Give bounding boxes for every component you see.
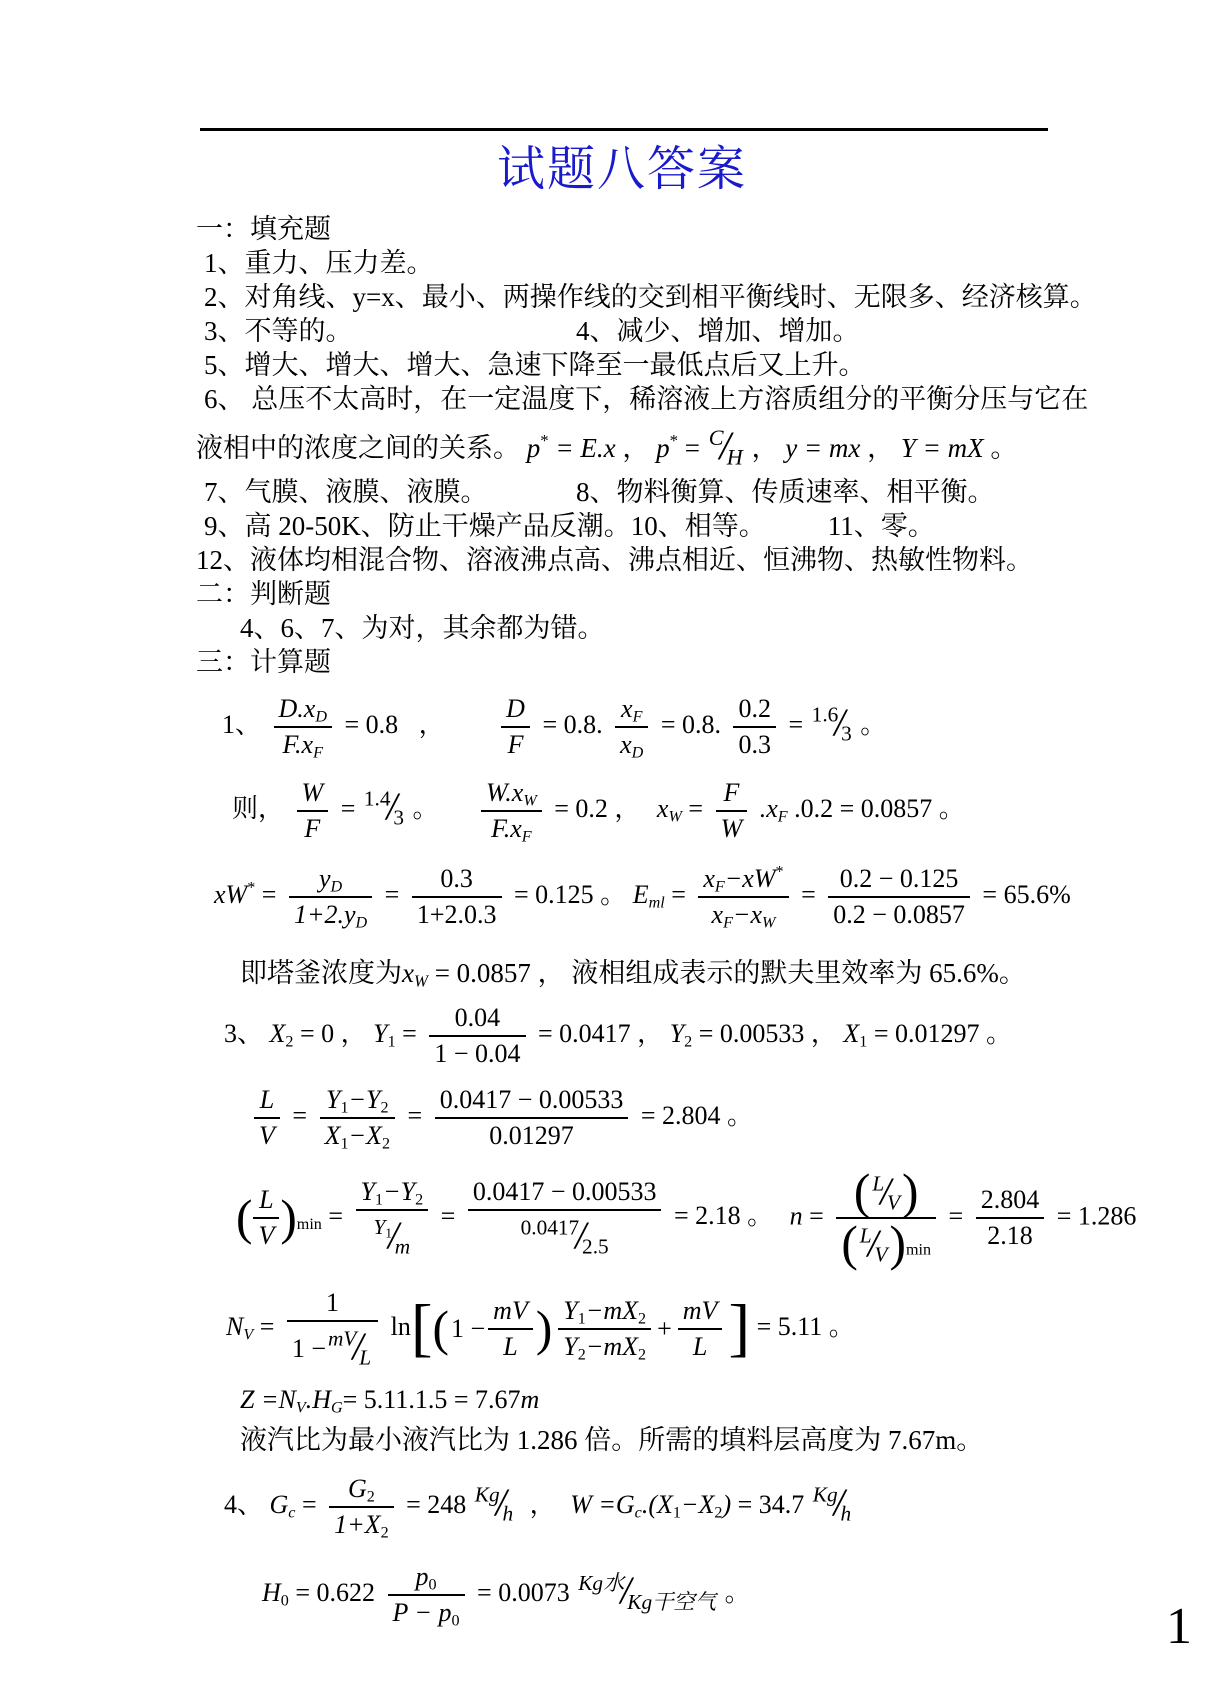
fraction xyxy=(287,1287,378,1372)
math-token: Y = mX xyxy=(900,432,984,463)
math-token: 1+2.0.3 xyxy=(416,899,497,929)
math-token: = 5.11 。 xyxy=(756,1311,855,1341)
math-token: ， xyxy=(867,432,895,463)
math-token: 1+X xyxy=(334,1510,381,1540)
math-token: m xyxy=(394,1234,411,1259)
math-token: h xyxy=(502,1501,514,1526)
fill-answer-8: 8、物料衡算、传质速率、相平衡。 xyxy=(576,476,995,507)
math-token: h xyxy=(840,1501,852,1526)
calc3-line2 xyxy=(248,1084,1048,1152)
math-token: 即塔釜浓度为 xyxy=(240,957,402,988)
calc3-line3 xyxy=(236,1168,1137,1269)
section2-header: 二：判断题 xyxy=(196,578,331,609)
fraction xyxy=(558,1295,651,1363)
parenthesized-fraction xyxy=(854,1169,919,1216)
math-token: .0.2 = 0.0857 。 xyxy=(794,793,965,823)
math-token: = xyxy=(340,793,356,823)
calc1-line2 xyxy=(232,777,1048,845)
math-token: = 1.286 xyxy=(1056,1201,1137,1231)
math-token: = xyxy=(948,1201,964,1231)
fraction xyxy=(274,693,332,761)
math-token: Kg干空气 xyxy=(627,1589,717,1614)
fraction xyxy=(836,1168,936,1269)
fraction xyxy=(716,777,748,845)
slant-fraction xyxy=(872,1169,900,1216)
slant-fraction xyxy=(813,1480,851,1527)
math-sub: D xyxy=(330,878,343,896)
slant-fraction xyxy=(373,1213,410,1260)
math-sub: W xyxy=(523,792,537,810)
math-token: y = mx xyxy=(785,432,861,463)
math-token: Kg水 xyxy=(578,1570,625,1595)
math-token: = 0.0073 xyxy=(477,1578,570,1608)
math-token: 1 − xyxy=(291,1333,327,1363)
math-token: 3 xyxy=(841,721,852,746)
calc3-conclusion: 液汽比为最小液汽比为 1.286 倍。所需的填料层高度为 7.67m。 xyxy=(240,1425,984,1456)
math-token: = xyxy=(407,1100,423,1130)
math-token: N xyxy=(278,1385,296,1415)
math-token: 液相组成表示的默夫里效率为 65.6%。 xyxy=(571,957,1026,988)
math-token: = 248 xyxy=(406,1490,467,1520)
math-token: p xyxy=(656,432,670,463)
math-sub: F xyxy=(632,708,643,726)
math-token: 。 xyxy=(412,793,439,823)
math-token: P − p xyxy=(392,1598,452,1628)
math-sup: * xyxy=(669,431,678,451)
calc1-line1 xyxy=(222,693,1048,761)
math-token: 1.6 xyxy=(811,701,839,726)
math-token: = 0.0857 ， xyxy=(434,957,565,988)
math-sub: min xyxy=(296,1215,322,1233)
math-sub: 2 xyxy=(380,1099,389,1117)
calc1-line3 xyxy=(214,863,1071,932)
math-token: 0.2 xyxy=(738,693,771,723)
math-sub: 1 xyxy=(340,1099,349,1117)
math-sub: 2 xyxy=(366,1488,375,1506)
parenthesized-expression xyxy=(433,1295,553,1363)
math-token: = xyxy=(688,793,704,823)
math-sub: 1 xyxy=(385,1226,392,1241)
math-token: 3 xyxy=(393,805,404,830)
math-token: = 2.18 。 xyxy=(673,1201,774,1231)
math-token: 0.04 xyxy=(454,1002,501,1032)
math-token: L xyxy=(859,1223,872,1248)
slant-fraction xyxy=(475,1480,513,1527)
fraction xyxy=(468,1176,662,1261)
math-sub: 2 xyxy=(380,1524,389,1542)
fraction xyxy=(412,863,502,931)
math-token: .x xyxy=(759,793,778,823)
fill-answers-7-8 xyxy=(196,475,1048,509)
math-token: mV xyxy=(682,1296,718,1326)
fraction xyxy=(356,1176,429,1261)
math-token: + xyxy=(657,1314,672,1344)
math-sub: min xyxy=(905,1241,932,1259)
fill-answer-6-line2 xyxy=(196,422,1048,471)
math-token: 0.01297 xyxy=(489,1120,574,1150)
math-sub: V xyxy=(295,1399,306,1417)
math-token: = 0.125 。 xyxy=(514,879,627,909)
slant-fraction xyxy=(709,422,743,471)
math-token: 则， xyxy=(232,793,285,823)
math-sup: * xyxy=(247,879,256,897)
math-sub: 2 xyxy=(714,1504,723,1522)
math-token: 1 xyxy=(326,1287,339,1317)
math-token: Z = xyxy=(240,1385,279,1415)
fraction xyxy=(320,1084,395,1152)
slant-fraction xyxy=(328,1324,371,1371)
calc4-line2 xyxy=(262,1561,1048,1629)
math-token: 0.0417 − 0.00533 xyxy=(472,1176,657,1206)
item-number: 3、 xyxy=(224,1018,264,1048)
math-token: L xyxy=(872,1171,885,1196)
math-sub: c xyxy=(288,1504,296,1522)
slant-fraction xyxy=(364,784,404,831)
math-token: −mX xyxy=(585,1296,639,1326)
math-token: 1.4 xyxy=(363,785,391,810)
fraction xyxy=(488,1295,533,1363)
math-token: x xyxy=(656,793,669,823)
math-token: = 0.01297 。 xyxy=(873,1018,1013,1048)
math-token: mV xyxy=(328,1326,357,1351)
math-token: E xyxy=(632,879,649,909)
calc3-line5 xyxy=(240,1385,1048,1415)
math-token: = xyxy=(809,1201,824,1231)
math-token: x xyxy=(703,863,715,893)
math-sub: F xyxy=(521,828,532,846)
fill-answer-10: 10、相等。 xyxy=(630,510,766,541)
math-sub: W xyxy=(762,914,776,932)
fraction xyxy=(253,1184,279,1252)
math-token: G xyxy=(269,1490,289,1520)
math-token: = xyxy=(259,1311,275,1341)
math-token: Y xyxy=(563,1332,578,1362)
math-token: = xyxy=(292,1100,308,1130)
fill-answer-1: 1、重力、压力差。 xyxy=(204,248,434,278)
math-token: = 0.8. xyxy=(660,709,721,739)
math-token: W.x xyxy=(486,777,524,807)
math-token: = 34.7 xyxy=(737,1490,805,1520)
math-sub: F xyxy=(777,808,788,826)
math-sub: 1 xyxy=(340,1135,349,1153)
fill-answer-4: 4、减少、增加、增加。 xyxy=(576,316,860,346)
math-token: ， xyxy=(751,432,779,463)
math-token: p xyxy=(526,432,541,463)
fill-answer-2: 2、对角线、y=x、最小、两操作线的交到相平衡线时、无限多、经济核算。 xyxy=(204,282,1097,312)
math-token: = 0.622 xyxy=(295,1578,376,1608)
math-sub: 2 xyxy=(381,1135,391,1153)
math-sub: c xyxy=(634,1504,642,1522)
parenthesized-fraction xyxy=(236,1184,297,1252)
math-token: .H xyxy=(305,1385,331,1415)
math-token: = 0.00533 ， xyxy=(698,1018,837,1048)
math-token: = xyxy=(440,1201,456,1231)
math-token: 0.3 xyxy=(738,729,771,759)
fraction xyxy=(429,1002,525,1070)
section1-header: 一：填充题 xyxy=(196,214,331,244)
math-token: L xyxy=(692,1332,708,1362)
math-token: = 0.0417 ， xyxy=(538,1018,664,1048)
fill-answers-9-10-11 xyxy=(196,509,1048,543)
calc1-conclusion xyxy=(240,951,1048,990)
math-token: = xyxy=(261,879,277,909)
math-sub: 0 xyxy=(428,1576,437,1594)
math-token: 0.2 − 0.125 xyxy=(839,863,959,893)
slant-fraction xyxy=(860,1221,888,1268)
math-token: 。 xyxy=(724,1578,751,1608)
math-token: .(X xyxy=(641,1490,673,1520)
fraction xyxy=(698,863,788,931)
math-sub: D xyxy=(315,708,327,726)
math-token: −mX xyxy=(585,1332,639,1362)
fraction xyxy=(733,693,776,761)
math-token: −Y xyxy=(383,1176,416,1206)
math-token: V xyxy=(258,1221,275,1251)
fraction xyxy=(435,1084,629,1152)
parenthesized-fraction xyxy=(841,1221,906,1268)
math-token: −X xyxy=(348,1120,382,1150)
math-token: 0.3 xyxy=(440,863,473,893)
calc4-line1 xyxy=(224,1473,1048,1541)
math-token: V xyxy=(887,1190,901,1215)
math-token: Y xyxy=(563,1296,578,1326)
bracket-group xyxy=(411,1295,750,1363)
fraction xyxy=(828,863,970,931)
calc3-line1 xyxy=(224,1002,1048,1070)
calc3-line4 xyxy=(226,1287,1048,1372)
math-sub: F xyxy=(714,878,725,896)
math-token: x xyxy=(620,729,632,759)
math-token: L xyxy=(503,1332,518,1362)
fraction xyxy=(615,693,648,761)
math-token: L xyxy=(259,1185,274,1215)
fraction xyxy=(254,1084,280,1152)
math-token: V xyxy=(259,1120,275,1150)
math-sub: 1 xyxy=(672,1504,681,1522)
math-token: 1+2.y xyxy=(293,899,356,929)
math-token: −X xyxy=(680,1490,715,1520)
math-sub: 2 xyxy=(638,1310,647,1328)
math-token: = 0.8. xyxy=(542,709,603,739)
math-token: N xyxy=(226,1311,244,1341)
math-token: ， xyxy=(622,432,650,463)
math-sub: 2 xyxy=(285,1033,294,1051)
fill-answer-9: 9、高 20-50K、防止干燥产品反潮。 xyxy=(204,510,631,541)
math-token: = xyxy=(384,879,400,909)
fill-answer-6-line1: 6、 总压不太高时，在一定温度下，稀溶液上方溶质组分的平衡分压与它在 xyxy=(204,384,1089,414)
judge-answer: 4、6、7、为对，其余都为错。 xyxy=(240,612,605,643)
math-token: = E.x xyxy=(555,432,616,463)
math-token: = xyxy=(684,432,700,463)
math-token: −x xyxy=(732,899,762,929)
math-sub: W xyxy=(413,971,428,991)
math-token: = xyxy=(301,1490,317,1520)
slant-fraction xyxy=(521,1213,609,1260)
fraction xyxy=(388,1561,465,1629)
math-token: F.x xyxy=(491,813,522,843)
math-sub: V xyxy=(243,1326,254,1344)
math-token: = 65.6% xyxy=(982,879,1071,909)
math-token: = xyxy=(671,879,686,909)
header-rule xyxy=(200,128,1048,131)
math-token: X xyxy=(269,1018,286,1048)
math-token: p xyxy=(415,1562,429,1592)
math-token: y xyxy=(318,863,331,893)
math-token: W =G xyxy=(570,1490,635,1520)
fraction xyxy=(289,863,372,931)
math-token: C xyxy=(708,424,724,450)
math-token: 0.0417 xyxy=(520,1215,580,1240)
math-sub: G xyxy=(330,1399,343,1417)
math-token: x xyxy=(402,957,414,988)
math-token: ， xyxy=(418,709,445,739)
math-token: 2.804 xyxy=(980,1185,1040,1215)
math-token: n xyxy=(789,1201,803,1231)
math-token: 0.2 − 0.0857 xyxy=(833,899,965,929)
math-token: W xyxy=(720,813,743,843)
math-token: = 2.804 。 xyxy=(640,1100,754,1130)
math-token: xW xyxy=(214,879,248,909)
math-sub: 2 xyxy=(684,1033,693,1051)
math-token: ) xyxy=(722,1490,732,1520)
math-token: Y xyxy=(669,1018,685,1048)
page-content xyxy=(196,0,1137,1630)
fill-answer-12: 12、液体均相混合物、溶液沸点高、沸点相近、恒沸物、热敏性物料。 xyxy=(196,544,1033,575)
math-token: H xyxy=(726,444,743,470)
math-sup: * xyxy=(775,863,784,881)
fraction xyxy=(297,777,329,845)
math-sub: D xyxy=(631,744,644,762)
math-token: = 0 ， xyxy=(299,1018,367,1048)
math-sub: F xyxy=(723,914,733,932)
math-token: Kg xyxy=(474,1482,500,1507)
math-sub: 0 xyxy=(280,1592,289,1610)
math-token: X xyxy=(324,1120,341,1150)
item-number: 4、 xyxy=(224,1490,264,1520)
fraction xyxy=(329,1473,394,1541)
math-token: L xyxy=(359,1345,372,1370)
page-number: 1 xyxy=(1166,1598,1192,1655)
item-number: 1、 xyxy=(222,709,262,739)
fill-answer-5: 5、增大、增大、增大、急速下降至一最低点后又上升。 xyxy=(204,350,866,380)
math-token: F.x xyxy=(282,729,314,759)
math-token: = xyxy=(328,1201,344,1231)
math-token: = xyxy=(801,879,816,909)
math-token: = xyxy=(788,709,804,739)
math-token: = 0.8 xyxy=(344,709,399,739)
math-sub: 2 xyxy=(415,1191,424,1209)
math-token: F xyxy=(507,729,524,759)
math-token: 1 − 0.04 xyxy=(434,1038,521,1068)
math-token: Y xyxy=(325,1084,341,1114)
math-token: L xyxy=(259,1084,275,1114)
math-sub: 1 xyxy=(577,1310,586,1328)
math-sup: * xyxy=(540,431,549,451)
math-sub: D xyxy=(355,914,368,932)
math-sub: 1 xyxy=(859,1033,868,1051)
math-token: Y xyxy=(373,1018,388,1048)
math-token: W xyxy=(301,777,324,807)
math-token: = xyxy=(402,1018,417,1048)
math-token: 0.0417 − 0.00533 xyxy=(439,1084,624,1114)
math-token: F xyxy=(723,777,740,807)
math-token: V xyxy=(874,1242,888,1267)
fraction xyxy=(481,777,542,845)
fraction xyxy=(501,693,530,761)
fill-answer-3: 3、不等的。 xyxy=(204,316,353,346)
math-sub: 2 xyxy=(577,1346,586,1364)
math-token: x xyxy=(711,899,724,929)
math-token: 2.18 xyxy=(987,1221,1033,1251)
math-token: 。 xyxy=(860,709,887,739)
slant-fraction xyxy=(812,700,852,747)
page-title: 试题八答案 xyxy=(496,143,747,196)
fraction xyxy=(976,1184,1045,1252)
math-sub: 2 xyxy=(638,1346,647,1364)
fraction xyxy=(678,1295,723,1363)
fill-answers-3-4 xyxy=(196,314,1048,348)
section3-header: 三：计算题 xyxy=(196,646,331,677)
math-token: = 5.11.1.5 = 7.67 xyxy=(342,1385,521,1415)
math-sub: 1 xyxy=(387,1033,396,1051)
math-token: 。 xyxy=(990,432,1018,463)
math-token: Y xyxy=(373,1215,386,1240)
slant-fraction xyxy=(578,1566,716,1616)
math-token: H xyxy=(262,1578,281,1608)
math-token: m xyxy=(520,1385,540,1415)
math-token: mV xyxy=(493,1296,528,1326)
math-token: Y xyxy=(360,1176,375,1206)
fill-answer-7: 7、气膜、液膜、液膜。 xyxy=(204,476,488,507)
math-sub: W xyxy=(668,808,682,826)
math-token: F xyxy=(304,813,321,843)
math-sub: ml xyxy=(648,894,665,912)
math-token: x xyxy=(621,693,633,723)
math-token: D.x xyxy=(278,693,316,723)
math-token: 2.5 xyxy=(582,1234,609,1259)
math-token: ， xyxy=(529,1490,556,1520)
fill-answer-11: 11、零。 xyxy=(827,510,935,541)
fill-answer-6-prefix: 液相中的浓度之间的关系。 xyxy=(196,432,520,463)
math-sub: F xyxy=(313,744,323,762)
math-token: −Y xyxy=(348,1084,381,1114)
math-sub: 1 xyxy=(375,1191,384,1209)
math-token: G xyxy=(347,1474,367,1504)
math-token: −xW xyxy=(724,863,776,893)
math-function: ln xyxy=(390,1311,411,1341)
math-sub: 0 xyxy=(451,1612,460,1630)
math-token: Kg xyxy=(812,1482,838,1507)
math-token: D xyxy=(506,693,525,723)
math-token: ( [ 1 − xyxy=(451,1314,486,1344)
math-token: X xyxy=(843,1018,860,1048)
math-token: = 0.2 ， xyxy=(554,793,641,823)
